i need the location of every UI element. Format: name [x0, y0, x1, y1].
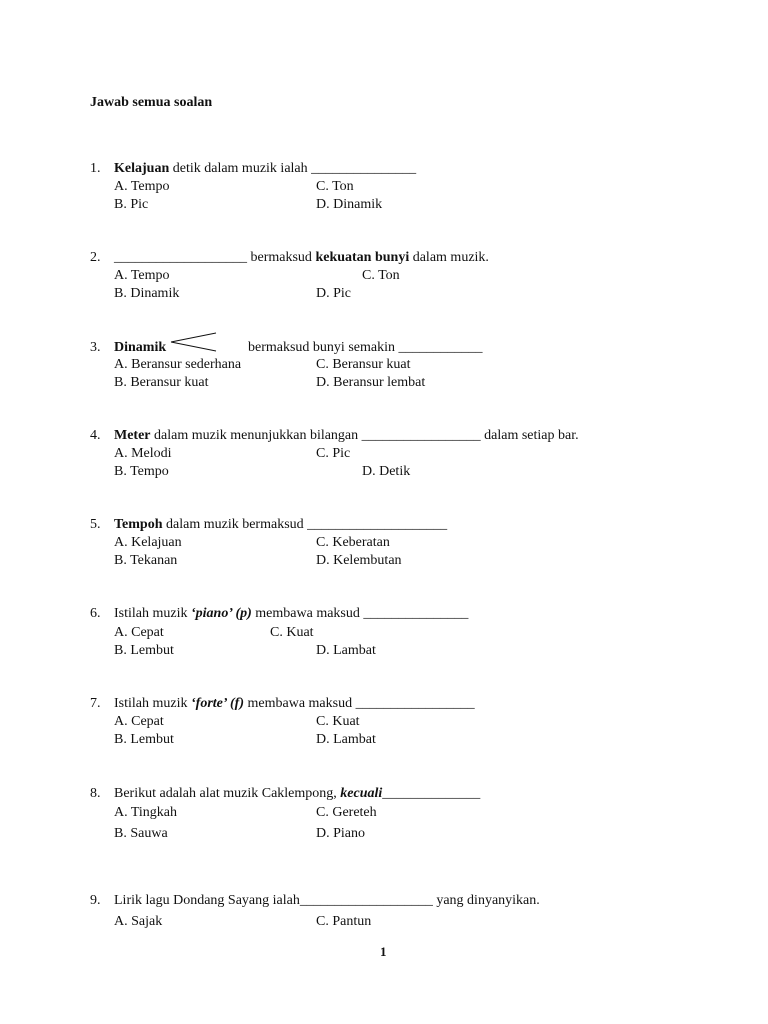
question-number: 6. [90, 606, 101, 621]
option-d: D. Pic [316, 286, 351, 301]
option-b: B. Dinamik [114, 286, 180, 301]
option-d: D. Detik [362, 464, 411, 479]
question-text: bermaksud bunyi semakin [248, 340, 399, 355]
option-d: D. Dinamik [316, 197, 383, 212]
answer-blank: _______________ [311, 161, 417, 176]
answer-blank: _________________ [355, 696, 475, 711]
question-keyword: Meter [114, 428, 151, 443]
option-b: B. Sauwa [114, 826, 168, 841]
option-b: B. Pic [114, 197, 149, 212]
question-keyword: Tempoh [114, 517, 163, 532]
question-keyword: Kelajuan [114, 161, 170, 176]
page-number: 1 [380, 944, 387, 959]
question-3-text [248, 339, 482, 357]
question-7-text [114, 695, 475, 713]
option-c: C. Ton [362, 268, 400, 283]
question-text: membawa maksud [251, 606, 364, 621]
question-text: dalam muzik. [409, 250, 489, 265]
question-keyword: ‘piano’ (p) [191, 606, 252, 621]
option-c: C. Pic [316, 446, 351, 461]
question-text: Istilah muzik [114, 606, 191, 621]
option-a: A. Kelajuan [114, 535, 182, 550]
question-6-text [114, 605, 468, 623]
option-d: D. Kelembutan [316, 553, 402, 568]
question-number: 5. [90, 517, 101, 532]
option-a: A. Beransur sederhana [114, 357, 242, 372]
option-b: B. Tekanan [114, 553, 178, 568]
answer-blank: ____________ [398, 340, 483, 355]
question-number: 1. [90, 161, 101, 176]
option-c: C. Beransur kuat [316, 357, 411, 372]
question-1-text [114, 160, 416, 178]
option-a: A. Cepat [114, 625, 164, 640]
question-keyword: ‘forte’ (f) [191, 696, 244, 711]
option-a: A. Sajak [114, 914, 163, 929]
question-keyword: kecuali [340, 786, 383, 801]
question-text: yang dinyanyikan. [432, 893, 540, 908]
option-b: B. Lembut [114, 643, 174, 658]
answer-blank: _________________ [361, 428, 481, 443]
question-4-text [114, 427, 579, 445]
option-a: A. Tempo [114, 179, 170, 194]
question-9-text [114, 892, 540, 910]
question-text: Lirik lagu Dondang Sayang ialah [114, 893, 300, 908]
question-5-text [114, 516, 447, 534]
option-b: B. Tempo [114, 464, 169, 479]
option-a: A. Cepat [114, 714, 164, 729]
question-text: Berikut adalah alat muzik Caklempong, [114, 786, 341, 801]
question-keyword: Dinamik [114, 340, 167, 355]
option-c: C. Keberatan [316, 535, 390, 550]
crescendo-symbol [170, 331, 220, 353]
option-c: C. Kuat [316, 714, 360, 729]
question-8-text [114, 785, 480, 803]
question-number: 7. [90, 696, 101, 711]
answer-blank: ___________________ [299, 893, 433, 908]
question-number: 9. [90, 893, 101, 908]
answer-blank: ___________________ [114, 250, 247, 265]
answer-blank: ____________________ [307, 517, 448, 532]
question-text: detik dalam muzik ialah [169, 161, 312, 176]
question-text: dalam muzik menunjukkan bilangan [150, 428, 362, 443]
question-text: dalam setiap bar. [480, 428, 579, 443]
option-d: D. Beransur lembat [316, 375, 426, 390]
option-a: A. Tingkah [114, 805, 178, 820]
option-c: C. Pantun [316, 914, 372, 929]
question-keyword: kekuatan bunyi [315, 250, 410, 265]
option-c: C. Gereteh [316, 805, 377, 820]
answer-blank: _______________ [363, 606, 469, 621]
question-text: Istilah muzik [114, 696, 191, 711]
instruction-heading: Jawab semua soalan [90, 95, 213, 110]
question-2-text [114, 249, 489, 267]
question-text: bermaksud [247, 250, 316, 265]
option-d: D. Lambat [316, 732, 376, 747]
question-text: membawa maksud [244, 696, 356, 711]
option-c: C. Ton [316, 179, 354, 194]
option-a: A. Tempo [114, 268, 170, 283]
option-a: A. Melodi [114, 446, 172, 461]
option-d: D. Lambat [316, 643, 376, 658]
question-number: 8. [90, 786, 101, 801]
option-b: B. Beransur kuat [114, 375, 209, 390]
option-c: C. Kuat [270, 625, 314, 640]
option-d: D. Piano [316, 826, 365, 841]
answer-blank: ______________ [382, 786, 481, 801]
question-number: 3. [90, 340, 101, 355]
question-number: 2. [90, 250, 101, 265]
question-number: 4. [90, 428, 101, 443]
question-text: dalam muzik bermaksud [162, 517, 308, 532]
option-b: B. Lembut [114, 732, 174, 747]
